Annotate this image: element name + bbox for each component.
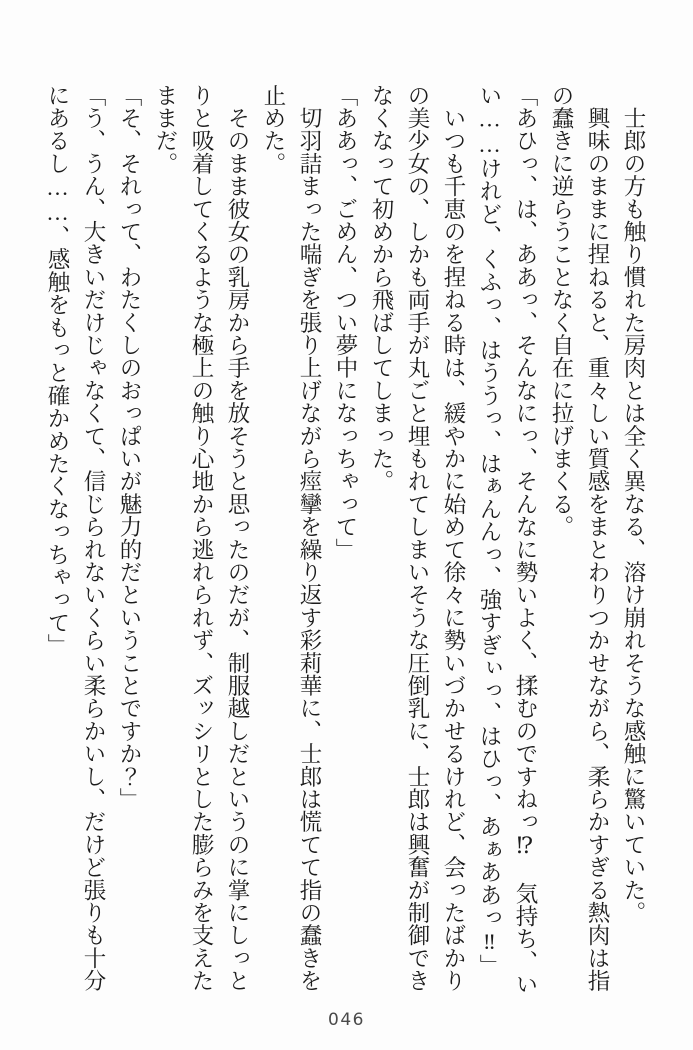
text-column: 止めた。 [261,84,286,175]
page-number: 046 [328,1010,365,1030]
text-column: 「う、うん、大きいだけじゃなくて、信じられないくらい柔らかいし、だけど張りも十分 [81,84,106,992]
vertical-text-block [39,84,651,996]
text-column: ままだ。 [153,84,178,175]
text-column: そのまま彼女の乳房から手を放そうと思ったのだが、制服越しだというのに掌にしっと [225,84,250,992]
text-column: い……けれど、くふっ、はううっ、はぁんんっ、強すぎぃっ、はひっ、あぁああっ‼」 [477,84,502,977]
text-column: 士郎の方も触り慣れた房肉とは全く異なる、溶け崩れそうな感触に驚いていた。 [621,84,646,924]
text-column: 「あひっ、は、ああっ、そんなにっ、そんなに勢いよく、揉むのですねっ⁉ 気持ち、い [513,84,538,996]
text-column: りと吸着してくるような極上の触り心地から逃れられず、ズッシリとした膨らみを支えた [189,84,214,992]
text-column: の美少女の、しかも両手が丸ごと埋もれてしまいそうな圧倒乳に、士郎は興奮が制御でき [405,84,430,992]
text-column: なくなって初めから飛ばしてしまった。 [369,84,394,493]
text-column: にあるし……、感触をもっと確かめたくなっちゃって」 [45,84,70,657]
text-column: 「ああっ、ごめん、つい夢中になっちゃって」 [333,84,358,561]
text-column: いつも千恵のを捏ねる時は、緩やかに始めて徐々に勢いづかせるけれど、会ったばかり [441,84,466,992]
text-column: 興味のままに捏ねると、重々しい質感をまとわりつかせながら、柔らかすぎる熱肉は指 [585,84,610,992]
text-column: の蠢きに逆らうことなく自在に拉げまくる。 [549,84,574,538]
text-column: 「そ、それって、わたくしのおっぱいが魅力的だということですか？」 [117,84,142,811]
text-column: 切羽詰まった喘ぎを張り上げながら痙攣を繰り返す彩莉華に、士郎は慌てて指の蠢きを [297,84,322,992]
